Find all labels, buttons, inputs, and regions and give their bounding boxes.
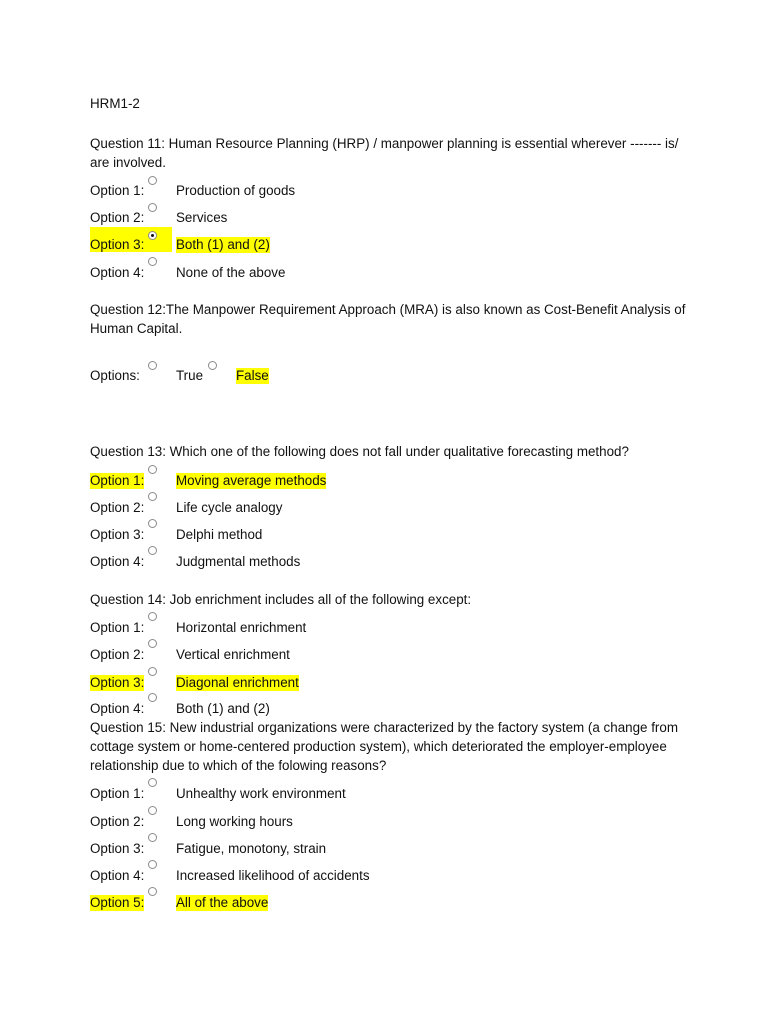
q11-option-3 [90,235,690,255]
radio-button[interactable] [148,693,157,702]
q11-option-4 [90,263,690,283]
option-text: Fatigue, monotony, strain [176,841,327,856]
option-text: Horizontal enrichment [176,620,307,635]
q15-option-2 [90,812,690,832]
option-label: Option 3: [90,527,145,542]
radio-button[interactable] [148,546,157,555]
question-15-text: Question 15: New industrial organizations were characterized by the factory system (a change from cottage system or home-centered production system), which deteriorated the employer-employee relationship due to which of the folowing reasons? [90,720,678,773]
options-label: Options: [90,368,140,383]
q13-option-4 [90,552,690,572]
radio-button-true[interactable] [148,361,157,370]
option-text: Moving average methods [176,473,327,488]
question-12-text: Question 12:The Manpower Requirement Approach (MRA) is also known as Cost-Benefit Analysis of Human Capital. [90,302,686,336]
option-label: Option 4: [90,265,145,280]
option-label: Option 2: [90,210,145,225]
document-title: HRM1-2 [90,96,140,111]
q15-option-4 [90,866,690,886]
option-text: Diagonal enrichment [176,675,299,690]
radio-button[interactable] [148,833,157,842]
q12-options [90,366,690,386]
option-text: None of the above [176,265,286,280]
question-14-text: Question 14: Job enrichment includes all of the following except: [90,592,472,607]
q13-option-3 [90,525,690,545]
radio-button[interactable] [148,465,157,474]
q15-option-1 [90,784,690,804]
radio-button-checked[interactable] [148,231,157,240]
option-label: Option 4: [90,868,145,883]
option-text: All of the above [176,895,269,910]
q14-option-2 [90,645,690,665]
option-label: Option 3: [90,237,145,252]
option-text: Judgmental methods [176,554,301,569]
q14-option-4 [90,699,690,719]
option-label: Option 4: [90,554,145,569]
option-text: Increased likelihood of accidents [176,868,370,883]
option-label: Option 2: [90,647,145,662]
radio-button[interactable] [148,203,157,212]
radio-button[interactable] [148,519,157,528]
q15-option-3 [90,839,690,859]
radio-button[interactable] [148,887,157,896]
option-label: Option 1: [90,183,145,198]
false-option-text: False [236,368,269,383]
q11-option-1 [90,181,690,201]
q11-option-2 [90,208,690,228]
option-text: Both (1) and (2) [176,237,270,252]
radio-button[interactable] [148,492,157,501]
option-text: Delphi method [176,527,263,542]
option-text: Production of goods [176,183,296,198]
q13-option-1 [90,471,690,491]
radio-button[interactable] [148,176,157,185]
radio-button[interactable] [148,257,157,266]
option-label: Option 2: [90,814,145,829]
true-option-text: True [176,368,204,383]
option-text: Services [176,210,228,225]
question-13-text: Question 13: Which one of the following does not fall under qualitative forecasting method? [90,444,629,459]
option-text: Unhealthy work environment [176,786,346,801]
radio-button[interactable] [148,612,157,621]
option-label: Option 5: [90,895,145,910]
radio-button[interactable] [148,778,157,787]
option-label: Option 1: [90,786,145,801]
option-text: Long working hours [176,814,293,829]
option-label: Option 3: [90,841,145,856]
q15-option-5 [90,893,690,913]
radio-button[interactable] [148,860,157,869]
radio-button[interactable] [148,806,157,815]
option-label: Option 4: [90,701,145,716]
option-text: Both (1) and (2) [176,701,270,716]
question-11-text: Question 11: Human Resource Planning (HRP) / manpower planning is essential wherever ------- is/ are involved. [90,136,679,170]
q14-option-1 [90,618,690,638]
option-label: Option 3: [90,675,145,690]
option-label: Option 2: [90,500,145,515]
option-label: Option 1: [90,620,145,635]
radio-button[interactable] [148,639,157,648]
option-text: Vertical enrichment [176,647,290,662]
option-label: Option 1: [90,473,145,488]
radio-button-false[interactable] [208,361,217,370]
radio-button[interactable] [148,667,157,676]
q13-option-2 [90,498,690,518]
option-text: Life cycle analogy [176,500,283,515]
q14-option-3 [90,673,690,693]
